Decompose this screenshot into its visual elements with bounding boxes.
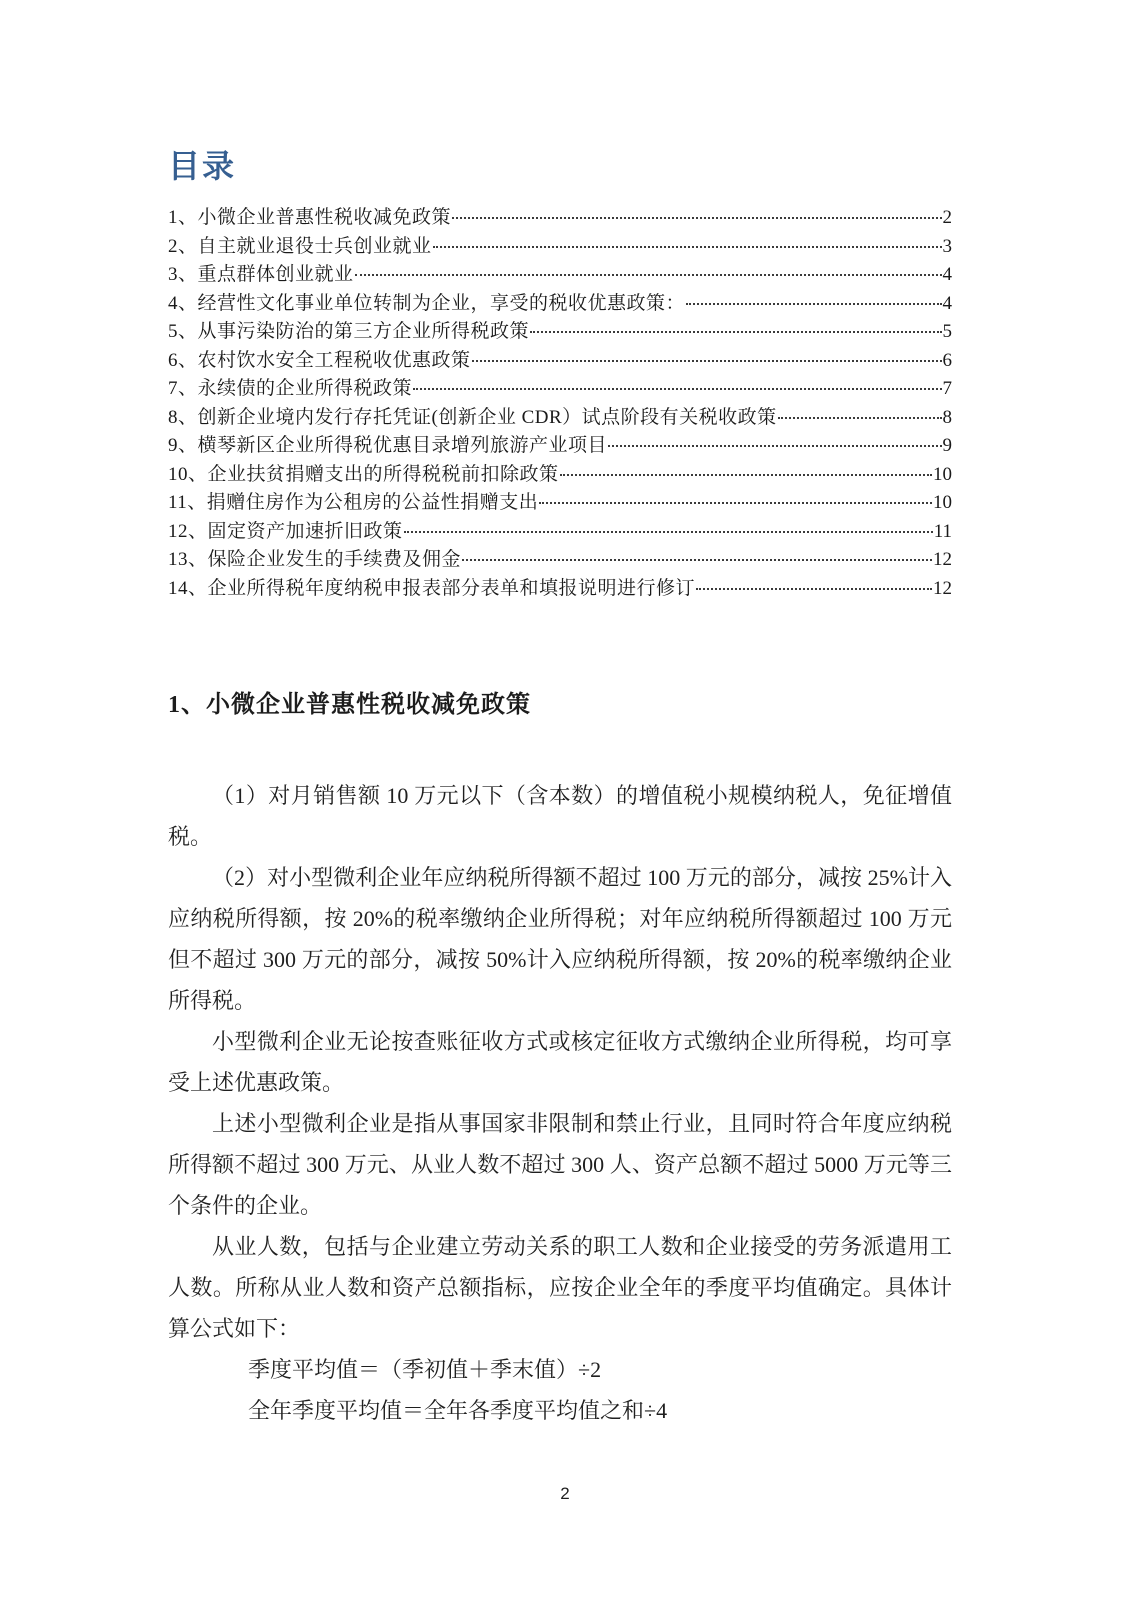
toc-entry-label: 8、创新企业境内发行存托凭证(创新企业 CDR）试点阶段有关税收政策 <box>168 406 777 428</box>
toc-leader-dots <box>355 274 942 276</box>
toc-entry-label: 1、小微企业普惠性税收减免政策 <box>168 207 452 228</box>
toc-entry[interactable] <box>168 202 952 231</box>
toc-entry-page-number: 12 <box>933 549 952 570</box>
toc-entry-page-number: 4 <box>942 292 952 314</box>
toc-entry-label: 7、永续债的企业所得税政策 <box>168 378 413 399</box>
toc-entry[interactable] <box>168 345 952 374</box>
toc-entry[interactable] <box>168 516 952 545</box>
toc-entry-page-number: 10 <box>933 492 952 513</box>
toc-entry-label: 9、横琴新区企业所得税优惠目录增列旅游产业项目 <box>168 435 608 456</box>
toc-entry-page-number: 4 <box>942 264 952 285</box>
toc-leader-dots <box>472 360 942 362</box>
body-paragraph: 上述小型微利企业是指从事国家非限制和禁止行业，且同时符合年度应纳税所得额不超过 300 万元、从业人数不超过 300 人、资产总额不超过 5000 万元等三个条件的企业。 <box>168 1111 952 1218</box>
toc-entry[interactable] <box>168 288 952 317</box>
toc-entry[interactable] <box>168 459 952 488</box>
toc-entry-label: 6、农村饮水安全工程税收优惠政策 <box>168 349 471 371</box>
toc-entry-label: 4、经营性文化事业单位转制为企业，享受的税收优惠政策： <box>168 292 686 314</box>
toc-leader-dots <box>560 474 932 476</box>
toc-entry[interactable] <box>168 573 952 602</box>
toc-leader-dots <box>686 303 941 305</box>
page-number: 2 <box>560 1484 570 1503</box>
toc-entry-label: 14、企业所得税年度纳税申报表部分表单和填报说明进行修订 <box>168 577 696 599</box>
toc-entry-page-number: 11 <box>933 520 952 542</box>
toc-entry-page-number: 2 <box>942 207 952 228</box>
toc-entry-label: 11、捐赠住房作为公租房的公益性捐赠支出 <box>168 492 539 513</box>
toc-entry-label: 13、保险企业发生的手续费及佣金 <box>168 549 462 570</box>
body-paragraph: （2）对小型微利企业年应纳税所得额不超过 100 万元的部分，减按 25%计入应纳税所得额，按 20%的税率缴纳企业所得税；对年应纳税所得额超过 100 万元但不超过 300 万元的部分，减按 50%计入应纳税所得额，按 20%的税率缴纳企业所得税。 <box>168 865 952 1013</box>
toc-leader-dots <box>539 502 932 504</box>
toc-entry-page-number: 6 <box>942 349 952 371</box>
toc-entry-page-number: 8 <box>942 406 952 428</box>
section-body <box>168 775 952 1349</box>
body-paragraph: （1）对月销售额 10 万元以下（含本数）的增值税小规模纳税人，免征增值税。 <box>168 783 952 849</box>
toc-entry[interactable] <box>168 430 952 459</box>
toc-leader-dots <box>433 246 942 248</box>
toc-entry[interactable] <box>168 231 952 260</box>
toc-leader-dots <box>778 417 942 419</box>
toc-entry-label: 2、自主就业退役士兵创业就业 <box>168 235 432 257</box>
toc-leader-dots <box>696 588 932 590</box>
toc-entry-page-number: 5 <box>942 321 952 342</box>
toc-entry-page-number: 12 <box>933 577 952 599</box>
toc-entry[interactable] <box>168 373 952 402</box>
formula-line: 季度平均值＝（季初值＋季末值）÷2 <box>248 1357 602 1382</box>
section-heading: 1、小微企业普惠性税收减免政策 <box>168 692 531 718</box>
toc-leader-dots <box>404 531 933 533</box>
toc-heading: 目录 <box>168 148 237 184</box>
toc-entry[interactable] <box>168 259 952 288</box>
toc-entry-page-number: 7 <box>942 378 952 399</box>
toc-entry[interactable] <box>168 487 952 516</box>
toc-entry-page-number: 9 <box>942 435 952 456</box>
toc-entry[interactable] <box>168 316 952 345</box>
toc-entry-label: 3、重点群体创业就业 <box>168 264 354 285</box>
formula-line: 全年季度平均值＝全年各季度平均值之和÷4 <box>248 1398 668 1423</box>
table-of-contents <box>168 202 952 601</box>
toc-entry-label: 10、企业扶贫捐赠支出的所得税税前扣除政策 <box>168 463 559 485</box>
toc-leader-dots <box>530 331 941 333</box>
toc-entry-label: 5、从事污染防治的第三方企业所得税政策 <box>168 321 530 342</box>
toc-entry-page-number: 3 <box>942 235 952 257</box>
toc-entry-page-number: 10 <box>933 463 952 485</box>
toc-leader-dots <box>413 388 941 390</box>
toc-entry[interactable] <box>168 402 952 431</box>
body-paragraph: 从业人数，包括与企业建立劳动关系的职工人数和企业接受的劳务派遣用工人数。所称从业人数和资产总额指标，应按企业全年的季度平均值确定。具体计算公式如下： <box>168 1234 952 1341</box>
toc-entry-label: 12、固定资产加速折旧政策 <box>168 520 403 542</box>
formula-block <box>168 1349 952 1431</box>
toc-leader-dots <box>462 559 932 561</box>
toc-leader-dots <box>608 445 941 447</box>
toc-entry[interactable] <box>168 544 952 573</box>
body-paragraph: 小型微利企业无论按查账征收方式或核定征收方式缴纳企业所得税，均可享受上述优惠政策。 <box>168 1029 952 1095</box>
toc-leader-dots <box>452 217 941 219</box>
